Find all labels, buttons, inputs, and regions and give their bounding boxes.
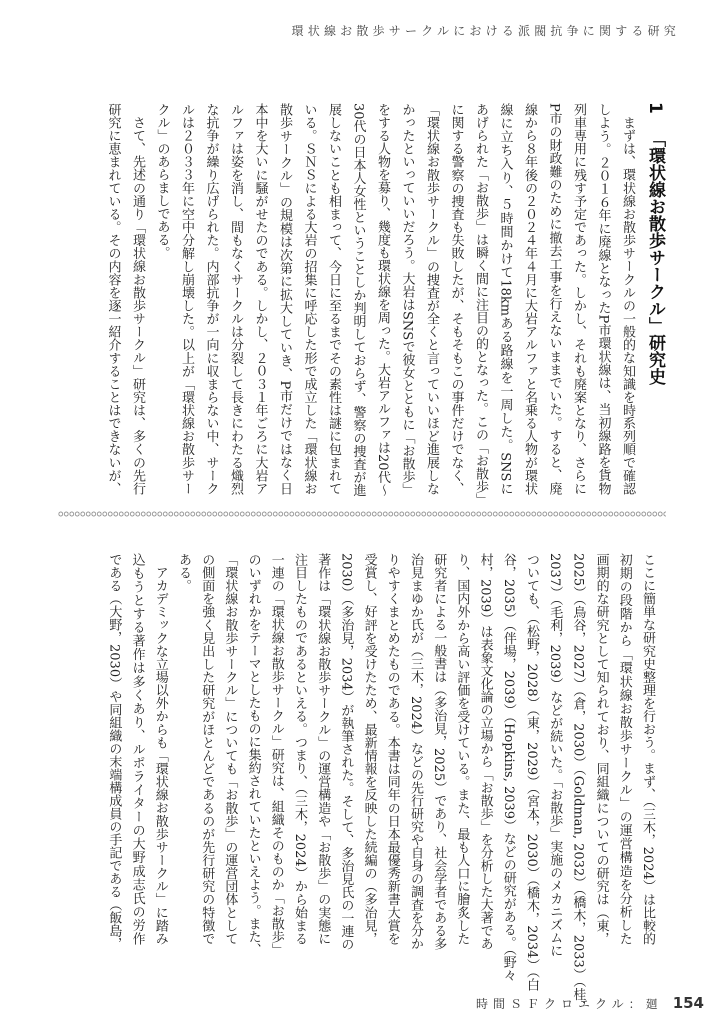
- text-column: あげられた「お散歩」は瞬く間に注目の的となった。この「お散歩」: [473, 103, 488, 506]
- text-column: 展しないことも相まって、今日に至るまでその素性は謎に包まれて: [326, 103, 341, 496]
- text-column: ある。: [176, 553, 191, 592]
- text-column: 受賞し、好評を受けたため、最新情報を反映した続編の（多治見，: [361, 553, 377, 945]
- text-column: 画期的な研究として知られており、同組織についての研究は（東，: [593, 553, 609, 945]
- text-column: な抗争が繰り広げられた。内部抗争が一向に収まらない中、サーク: [203, 103, 219, 495]
- text-column: ここに簡単な研究史整理を行おう。まず、（三木，2024）は比較的: [640, 553, 655, 945]
- text-column: かったといっていいだろう。大岩はSNSで彼女とともに「お散歩」: [399, 103, 415, 497]
- text-column: 「環状線お散歩サークル」の捜査が全くと言っていいほど進展しな: [424, 103, 439, 495]
- text-column: をする人物を募り、幾度も環状線を周った。大岩アルファは20代～: [375, 103, 390, 497]
- text-column: いる。ＳＮＳによる大岩の招集に呼応した形で成立した「環状線お: [301, 103, 317, 496]
- text-column: 本中を大いに騒がせたのである。しかし、２０３１年ごろに大岩ア: [252, 103, 268, 495]
- text-column: 治見まゆか氏が（三木，2024）などの先行研究や自身の調査を分か: [408, 553, 423, 951]
- text-column: 著作は「環状線お散歩サークル」の運営構造や「お散歩」の実態に: [315, 553, 331, 945]
- text-column: 研究に恵まれている。その内容を逐一紹介することはできないが、: [105, 103, 121, 495]
- publication-title: 時間ＳＦクロニクル：廻: [476, 997, 663, 1011]
- text-column: りやすくまとめたものである。本書は同年の日本最優秀新書大賞を: [384, 553, 400, 945]
- text-column: 込もうとする著作は多くあり、ルポライターの大野成志氏の労作: [129, 553, 145, 945]
- text-column: 線に立ち入り、５時間かけて18kmある路線を一周した。SNSに: [497, 103, 513, 495]
- page-footer: [476, 994, 704, 1012]
- text-column: 一連の「環状線お散歩サークル」研究は、組織そのものか「お散歩」: [268, 553, 284, 956]
- text-column: 2025）（鳥谷，2027）（倉，2030）（Goldman, 2032）（橋木，2033）（桂，: [570, 553, 586, 1014]
- text-column: さて、先述の通り「環状線お散歩サークル」研究は、多くの先行: [130, 116, 145, 495]
- text-column: のいずれかをテーマとしたものに集約されていたといえよう。また、: [245, 553, 261, 956]
- text-column: 「環状線お散歩サークル」についても「お散歩」の運営団体として: [222, 553, 238, 945]
- section-heading: [646, 102, 663, 385]
- page-number: 154: [672, 994, 704, 1012]
- text-column: 30代の日本人女性ということしか判明しておらず、警察の捜査が進: [350, 103, 366, 497]
- text-column: 研究者による一般書は（多治見，2025）であり、社会学者である多: [431, 553, 447, 951]
- text-column: クル」のあらましである。: [154, 103, 170, 259]
- text-column: 村，2039）は表象文化論の立場から「お散歩」を分析した大著であ: [477, 553, 493, 951]
- section-number: 1: [645, 102, 665, 114]
- text-column: に関する警察の捜査も失敗したが、そもそもこの事件だけでなく、: [448, 103, 464, 495]
- text-column: P市の財政難のために撤去工事を行えないままでいた。すると、廃: [546, 103, 562, 495]
- running-header: 環状線お散歩サークルにおける派閥抗争に関する研究: [291, 24, 680, 38]
- text-column: まずは、環状線お散歩サークルの一般的な知識を時系列順で確認: [620, 116, 635, 495]
- text-column: アカデミックな立場以外からも「環状線お散歩サークル」に踏み: [152, 566, 168, 945]
- text-column: 注目したものであるといえる。つまり、（三木，2024）から始まる: [292, 553, 307, 945]
- text-column: ルファは姿を消し、間もなくサークルは分裂して長きにわたる熾烈: [228, 103, 243, 495]
- text-column: 2037）（毛利，2039）などが続いた。「お散歩」実施のメカニズムに: [547, 553, 563, 958]
- ornamental-divider: [58, 510, 666, 518]
- text-column: である（大野，2030）や同組織の末端構成員の手記である（飯島，: [106, 553, 122, 951]
- text-column: ルは２０３３年に空中分解し崩壊した。以上が「環状線お散歩サー: [179, 103, 194, 496]
- text-column: 散歩サークル」の規模は次第に拡大していき、P市だけではなく日: [277, 103, 292, 495]
- text-column: 2030）（多治見，2034）が執筆された。そして、多治見氏の一連の: [338, 553, 354, 951]
- text-column: しよう。２０１６年に廃線となったP市環状線は、当初線路を貨物: [595, 103, 611, 495]
- text-column: 谷，2035）（伴場，2039）（Hopkins, 2039）などの研究がある。（野々: [500, 553, 516, 982]
- text-column: り、国内外から高い評価を受けている。また、最も人口に膾炙した: [454, 553, 470, 946]
- section-title: 「環状線お散歩サークル」研究史: [645, 129, 665, 385]
- text-column: の側面を強く見出した研究がほとんどであるのが先行研究の特徴で: [199, 553, 215, 945]
- text-column: ついても、（松野，2028）（東，2029）（宮本，2030）（橋木，2034）（白: [524, 553, 539, 991]
- text-column: 列車専用に残す予定であった。しかし、それも廃案となり、さらに: [571, 103, 586, 495]
- text-column: 線から８年後の２０２４年４月に大岩アルファと名乗る人物が環状: [522, 103, 537, 495]
- text-column: 初期の段階から「環状線お散歩サークル」の運営構造を分析した: [616, 553, 632, 945]
